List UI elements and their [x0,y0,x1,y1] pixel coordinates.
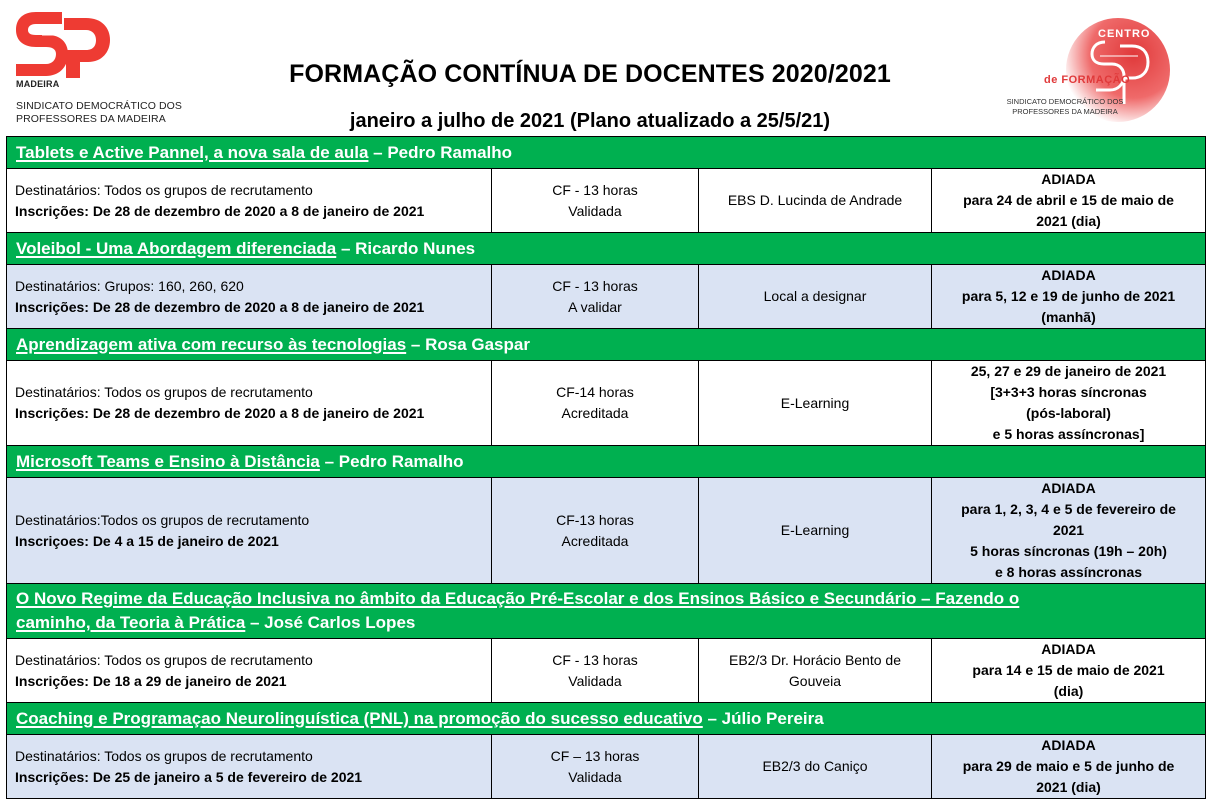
course-trainer: – José Carlos Lopes [245,613,416,632]
course-hours-cell [492,735,699,799]
course-audience-cell [7,639,492,703]
course-audience-cell [7,478,492,584]
logo-centro-label: CENTRO [1098,28,1151,40]
course-hours-cell [492,478,699,584]
training-plan-table [6,136,1206,799]
course-place: E-Learning [699,478,932,584]
course-hours: CF - 13 horas [552,277,638,294]
course-hours: CF-14 horas [556,384,634,400]
course-detail-row [7,169,1206,233]
course-audience-cell [7,735,492,799]
course-title-link[interactable]: Coaching e Programaçao Neurolinguística (PNL) na promoção do sucesso educativo [16,708,703,728]
course-audience: Destinatários: Todos os grupos de recrutamento [15,384,313,400]
course-status: A validar [568,298,622,315]
course-header-row [7,703,1206,735]
course-hours: CF-13 horas [556,511,634,528]
course-trainer: – Júlio Pereira [702,708,824,728]
course-hours-cell [492,169,699,233]
course-audience: Destinatários:Todos os grupos de recrutamento [15,511,310,528]
course-status: Acreditada [561,405,629,421]
course-title-link[interactable]: Microsoft Teams e Ensino à Distância [16,451,320,471]
course-title-link-cont[interactable]: caminho, da Teoria à Prática [16,613,246,632]
course-trainer: – Pedro Ramalho [319,451,464,471]
course-hours-cell [492,361,699,446]
course-place-cell: EB2/3 Dr. Horácio Bento de Gouveia [699,639,932,703]
logo-formacao-label: de FORMAÇÃO [1044,74,1131,86]
course-header-row [7,137,1206,169]
course-audience-cell [7,265,492,329]
course-title-link[interactable]: Voleibol - Uma Abordagem diferenciada [16,238,337,258]
course-audience: Destinatários: Grupos: 160, 260, 620 [15,277,244,294]
course-header-row [7,584,1206,639]
course-registration: Inscrições: De 25 de janeiro a 5 de fevereiro de 2021 [15,768,363,785]
page-subtitle: janeiro a julho de 2021 (Plano atualizado a 25/5/21) [349,110,831,132]
course-trainer: – Ricardo Nunes [336,238,476,258]
course-trainer: – Rosa Gaspar [406,334,530,354]
course-registration: Inscrições: De 28 de dezembro de 2020 a 8 de janeiro de 2021 [15,202,425,219]
course-title-link[interactable]: Aprendizagem ativa com recurso às tecnologias [16,334,407,354]
course-date-cell: ADIADA para 1, 2, 3, 4 e 5 de fevereiro de 2021 5 horas síncronas (19h – 20h) e 8 horas assíncronas [932,478,1206,584]
course-detail-row [7,639,1206,703]
course-date-cell: ADIADA para 5, 12 e 19 de junho de 2021 (manhã) [932,265,1206,329]
course-detail-row [7,735,1206,799]
course-audience: Destinatários: Todos os grupos de recrutamento [15,651,313,668]
course-detail-row [7,478,1206,584]
course-audience: Destinatários: Todos os grupos de recrutamento [15,747,313,764]
course-header-row [7,329,1206,361]
course-registration: Inscriçoes: De 4 a 15 de janeiro de 2021 [15,532,279,549]
course-date-cell: ADIADA para 14 e 15 de maio de 2021 (dia) [932,639,1206,703]
course-audience: Destinatários: Todos os grupos de recrutamento [15,181,313,198]
course-registration: Inscrições: De 28 de dezembro de 2020 a 8 de janeiro de 2021 [15,405,425,421]
course-place: EB2/3 do Caniço [699,735,932,799]
logo-org-name: SINDICATO DEMOCRÁTICO DOS PROFESSORES DA MADEIRA [16,100,183,125]
course-hours: CF - 13 horas [552,651,638,668]
course-date-cell: ADIADA para 29 de maio e 5 de junho de 2021 (dia) [932,735,1206,799]
course-header-row [7,446,1206,478]
course-registration: Inscrições: De 28 de dezembro de 2020 a 8 de janeiro de 2021 [15,298,425,315]
course-place: Local a designar [699,265,932,329]
course-header-row [7,233,1206,265]
course-date-cell: ADIADA para 24 de abril e 15 de maio de 2021 (dia) [932,169,1206,233]
course-registration: Inscrições: De 18 a 29 de janeiro de 2021 [15,672,287,689]
centro-formacao-logo [1000,18,1200,128]
course-detail-row [7,265,1206,329]
page-title: FORMAÇÃO CONTÍNUA DE DOCENTES 2020/2021 [289,60,891,88]
course-place: E-Learning [699,361,932,446]
course-audience-cell [7,361,492,446]
spm-logo [14,12,184,130]
course-detail-row [7,361,1206,446]
course-trainer: – Pedro Ramalho [368,142,513,162]
course-status: Validada [568,768,622,785]
course-status: Validada [568,672,622,689]
course-status: Validada [568,202,622,219]
sp-logo-icon [14,12,114,78]
course-title-link[interactable]: Tablets e Active Pannel, a nova sala de aula [16,142,369,162]
logo-org-name-small: SINDICATO DEMOCRÁTICO DOS PROFESSORES DA MADEIRA [1006,97,1124,116]
course-status: Acreditada [561,532,629,549]
course-date-cell: 25, 27 e 29 de janeiro de 2021 [3+3+3 horas síncronas (pós-laboral) e 5 horas assíncronas] [932,361,1206,446]
course-hours: CF – 13 horas [550,747,640,764]
course-hours-cell [492,265,699,329]
course-hours: CF - 13 horas [552,181,638,198]
course-hours-cell [492,639,699,703]
logo-region-label: MADEIRA [16,79,60,89]
course-title-link[interactable]: O Novo Regime da Educação Inclusiva no âmbito da Educação Pré-Escolar e dos Ensinos Básico e Secundário – Fazendo o [16,589,1020,608]
course-place: EBS D. Lucinda de Andrade [699,169,932,233]
course-audience-cell [7,169,492,233]
